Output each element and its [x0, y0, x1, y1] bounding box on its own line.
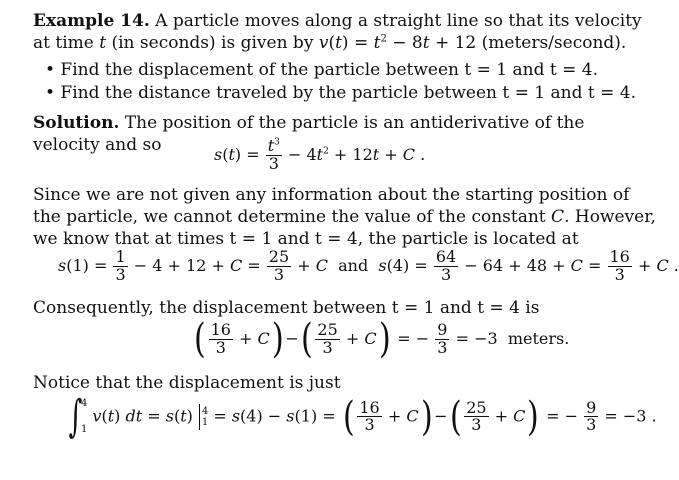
example-intro-line-2	[33, 33, 626, 53]
paragraph-line-2: the particle, we cannot determine the value of the constant C. However,	[33, 207, 656, 227]
solution-label: Solution.	[33, 113, 120, 133]
and-word: and	[338, 255, 369, 275]
paragraph-text-2a: the particle, we cannot determine the value of the constant	[33, 207, 552, 227]
intro-text-2c: (meters/second).	[476, 33, 627, 53]
paragraph-line-3: we know that at times t = 1 and t = 4, the particle is located at	[33, 229, 579, 249]
paragraph-line-1: Since we are not given any information about the starting position of	[33, 185, 630, 205]
solution-line-2: velocity and so	[33, 135, 162, 155]
solution-line-1	[33, 113, 584, 133]
intro-text-2a: at time	[33, 33, 100, 53]
intro-text-2b: (in seconds) is given by	[106, 33, 319, 53]
notice-line: Notice that the displacement is just	[33, 373, 341, 393]
s1-s4-equation: s(1) = $\frac{1}{3}$ − 4 + 12 + C = $\frac{25}{3}$ + C and s(4) = $\frac{64}{3}$ − 64 + 48 + C = $\frac{16}{3}$ + C .	[58, 247, 679, 284]
bullet-item-displacement: • Find the displacement of the particle between t = 1 and t = 4.	[45, 60, 598, 80]
displacement-equation: ( $\frac{16}{3}$ + C) −( $\frac{25}{3}$ + C) = − $\frac{9}{3}$ = −3 meters.	[193, 316, 570, 363]
bullet-item-distance: • Find the distance traveled by the particle between t = 1 and t = 4.	[45, 83, 636, 103]
paragraph-text-2b: . However,	[564, 207, 656, 227]
position-equation: s(t) = $\frac{t^3}{3}$ − $4t^2 + 12t + C$ .	[214, 136, 426, 173]
solution-text-1: The position of the particle is an antiderivative of the	[124, 113, 585, 133]
intro-var-t: t	[99, 33, 107, 53]
meters-unit: meters.	[507, 328, 570, 348]
velocity-formula: $v(t) = t^2 - 8t + 12$	[318, 33, 477, 53]
integral-equation: ∫ 4 1 v(t) dt = s(t) 4 1 = s(4) − s(1) = ( $\frac{16}{3}$ + C) −( $\frac{25}{3}$ + C) = − $\frac{9}{3}$ = −3 .	[68, 391, 657, 442]
intro-text-1: A particle moves along a straight line so that its velocity	[155, 11, 642, 31]
example-intro-line-1	[33, 11, 642, 31]
example-label: Example 14.	[33, 11, 150, 31]
consequently-line: Consequently, the displacement between t = 1 and t = 4 is	[33, 298, 540, 318]
